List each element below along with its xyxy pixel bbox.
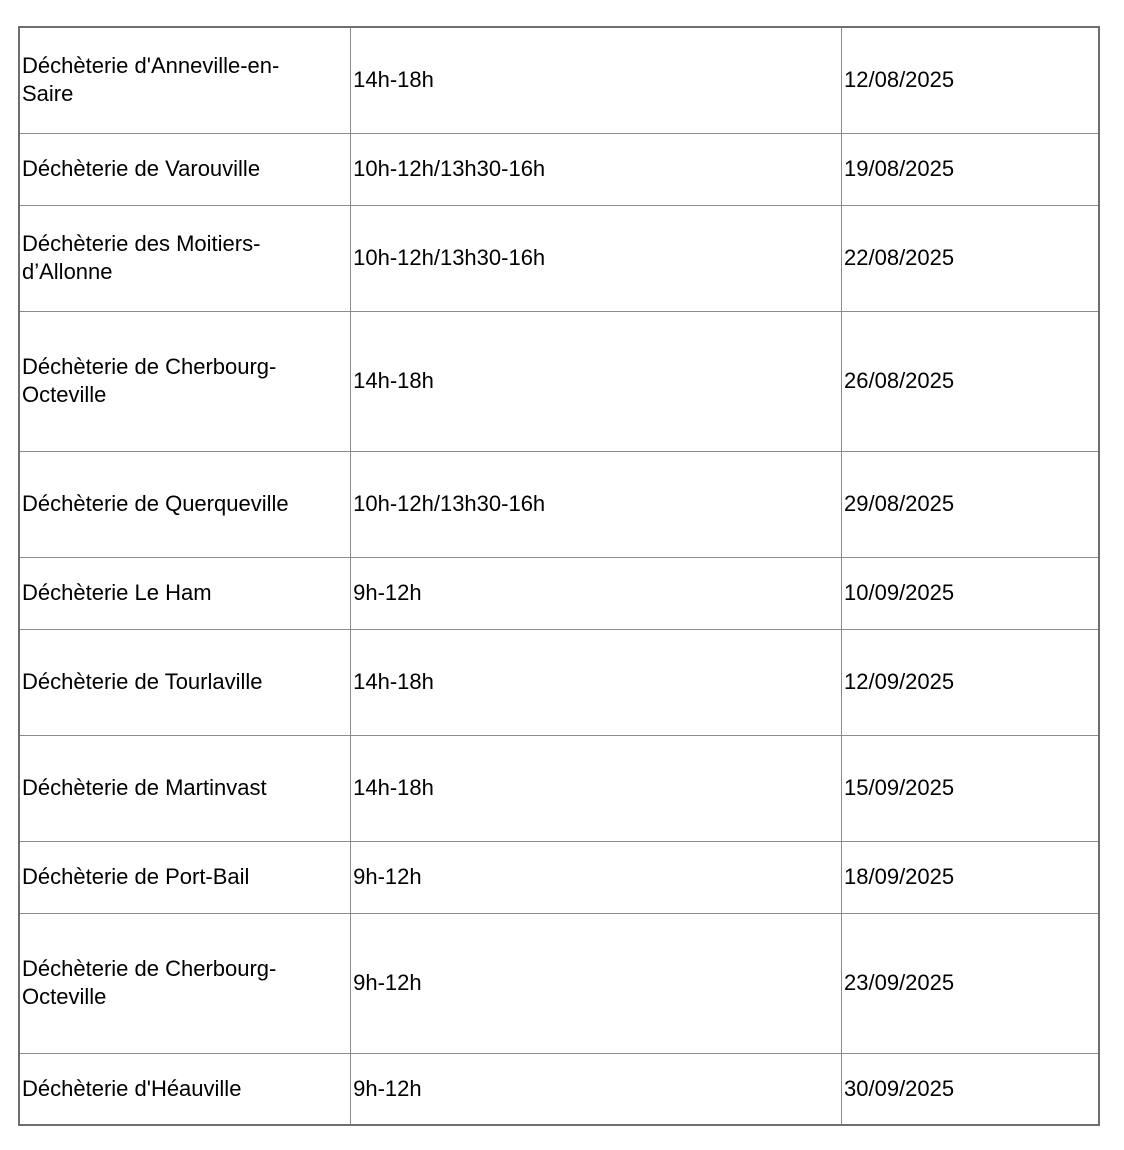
hours-cell: 14h-18h xyxy=(351,27,842,133)
site-name: Déchèterie de Cherbourg-Octeville xyxy=(22,354,277,407)
site-name: Déchèterie de Querqueville xyxy=(22,491,289,516)
hours-cell: 10h-12h/13h30-16h xyxy=(351,205,842,311)
hours-cell: 14h-18h xyxy=(351,629,842,735)
site-name: Déchèterie de Cherbourg-Octeville xyxy=(22,956,277,1009)
date-cell: 18/09/2025 xyxy=(842,841,1099,913)
date-cell: 15/09/2025 xyxy=(842,735,1099,841)
site-cell xyxy=(19,451,351,557)
table-row xyxy=(19,841,1099,913)
site-cell xyxy=(19,205,351,311)
site-name: Déchèterie d'Héauville xyxy=(22,1075,242,1101)
site-cell xyxy=(19,133,351,205)
site-cell xyxy=(19,311,351,451)
site-cell xyxy=(19,735,351,841)
site-name: Déchèterie de Martinvast xyxy=(22,775,267,800)
site-name: Déchèterie Le Ham xyxy=(22,580,212,605)
schedule-table xyxy=(18,26,1100,1126)
site-name: Déchèterie de Port-Bail xyxy=(22,864,250,889)
hours-cell: 10h-12h/13h30-16h xyxy=(351,451,842,557)
site-name: Déchèterie de Varouville xyxy=(22,156,261,181)
date-cell: 10/09/2025 xyxy=(842,557,1099,629)
hours-cell: 10h-12h/13h30-16h xyxy=(351,133,842,205)
table-row xyxy=(19,311,1099,451)
table-row xyxy=(19,133,1099,205)
hours-cell: 9h-12h xyxy=(351,557,842,629)
site-name: Déchèterie des Moitiers-d’Allonne xyxy=(22,231,261,284)
hours-cell: 9h-12h xyxy=(351,1053,842,1125)
date-cell: 26/08/2025 xyxy=(842,311,1099,451)
site-cell xyxy=(19,1053,351,1125)
date-cell: 22/08/2025 xyxy=(842,205,1099,311)
table-row xyxy=(19,735,1099,841)
hours-cell: 14h-18h xyxy=(351,311,842,451)
hours-cell: 9h-12h xyxy=(351,913,842,1053)
site-name: Déchèterie de Tourlaville xyxy=(22,669,263,694)
hours-cell: 9h-12h xyxy=(351,841,842,913)
table-row xyxy=(19,451,1099,557)
site-cell xyxy=(19,629,351,735)
site-name: Déchèterie d'Anneville-en-Saire xyxy=(22,53,280,107)
site-cell xyxy=(19,557,351,629)
date-cell: 12/08/2025 xyxy=(842,27,1099,133)
date-cell: 29/08/2025 xyxy=(842,451,1099,557)
date-cell: 12/09/2025 xyxy=(842,629,1099,735)
table-row xyxy=(19,913,1099,1053)
date-cell: 30/09/2025 xyxy=(842,1053,1099,1125)
date-cell: 19/08/2025 xyxy=(842,133,1099,205)
table-row xyxy=(19,629,1099,735)
site-cell xyxy=(19,913,351,1053)
table-row xyxy=(19,557,1099,629)
table-row xyxy=(19,1053,1099,1125)
table-row xyxy=(19,27,1099,133)
date-cell: 23/09/2025 xyxy=(842,913,1099,1053)
hours-cell: 14h-18h xyxy=(351,735,842,841)
site-cell xyxy=(19,27,351,133)
table-row xyxy=(19,205,1099,311)
site-cell xyxy=(19,841,351,913)
